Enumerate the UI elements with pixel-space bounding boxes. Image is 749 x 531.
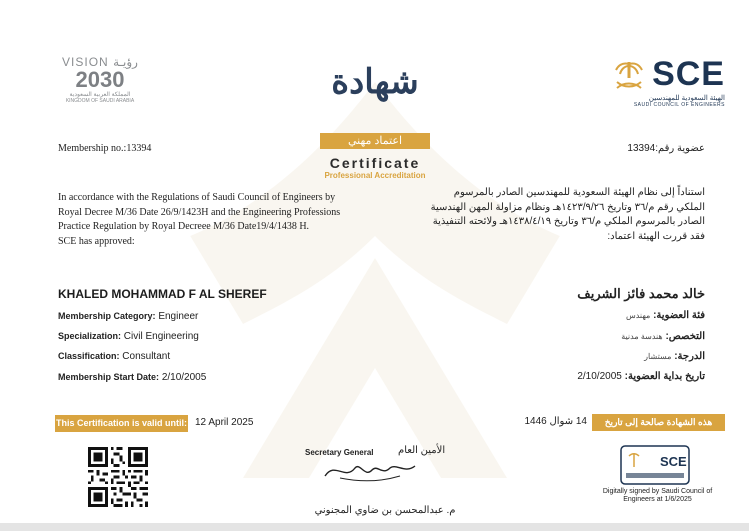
intro-line-en: SCE has approved: (58, 235, 135, 247)
membership-number-ar: عضوية رقم:13394 (627, 143, 705, 154)
sce-ar: الهيئة السعودية للمهندسين (648, 95, 725, 102)
intro-line-en: Practice Regulation by Royal Decreee M/36 Date19/4/1438 H. (58, 221, 310, 232)
sce-en: SAUDI COUNCIL OF ENGINEERS (633, 102, 725, 108)
holder-name-ar: خالد محمد فائز الشريف (577, 286, 705, 301)
qr-code-icon[interactable] (88, 447, 148, 507)
detail-row-ar (621, 331, 705, 342)
detail-row-en (58, 311, 198, 322)
intro-line-ar: فقد قررت الهيئة اعتماد: (607, 230, 705, 242)
detail-label: Membership Start Date: (58, 372, 160, 382)
detail-label: Membership Category: (58, 311, 156, 321)
detail-value: Consultant (122, 351, 171, 362)
detail-value: Civil Engineering (123, 331, 199, 342)
sce-letters: SCE (652, 55, 725, 93)
intro-line-ar: استناداً إلى نظام الهيئة السعودية للمهندسين الصادر بالمرسوم (453, 187, 705, 198)
vision-year: 2030 (75, 67, 125, 92)
detail-value: Engineer (158, 311, 199, 322)
detail-row-en (58, 331, 199, 342)
watermark-emblem (150, 60, 600, 500)
detail-row-ar (577, 371, 705, 382)
secretary-title-ar: الأمين العام (398, 445, 446, 456)
detail-row-ar (626, 310, 705, 321)
intro-line-ar: الصادر بالمرسوم الملكي م/٣٦ وتاريخ ١٤٣٨/٤/١٩هـ ولائحته التنفيذية (432, 216, 705, 227)
title-english-sub: Professional Accreditation (324, 171, 426, 180)
detail-row-en (58, 351, 170, 362)
detail-label: الدرجة: (674, 351, 705, 362)
title-english: Certificate (329, 155, 421, 171)
detail-value: 2/10/2005 (577, 371, 622, 382)
bottom-bar (0, 523, 749, 531)
detail-label: Classification: (58, 351, 120, 361)
validity-date-ar: 14 شوال 1446 (524, 416, 587, 427)
secretary-title-en: Secretary General (305, 448, 374, 457)
intro-line-ar: الملكي رقم م/٣٦ وتاريخ ١٤٢٣/٩/٢٦هـ ونظام مزاولة المهن الهندسية (430, 201, 705, 213)
validity-label-en: This Certification is valid until: (55, 415, 188, 432)
intro-paragraph-ar (375, 186, 705, 244)
detail-value: 2/10/2005 (161, 372, 207, 383)
vision-en: KINGDOM OF SAUDI ARABIA (65, 98, 135, 104)
detail-row-en (58, 372, 206, 383)
membership-number-en: Membership no.:13394 (58, 143, 152, 154)
detail-label: التخصص: (665, 331, 705, 342)
detail-label: فئة العضوية: (653, 310, 705, 321)
secretary-name-ar: م. عبدالمحسن بن ضاوي المجنوني (314, 505, 456, 516)
intro-paragraph-en (58, 191, 378, 249)
title-arabic-sub: اعتماد مهني (320, 133, 430, 149)
validity-date-en: 12 April 2025 (195, 417, 254, 428)
vision-2030-logo (55, 55, 145, 104)
intro-line-en: Royal Decree M/36 Date 26/9/1423H and the Engineering Professions (58, 206, 341, 218)
sce-logo (590, 55, 725, 108)
detail-label: Specialization: (58, 331, 122, 341)
digital-line: Digitally signed by Saudi Council of (602, 488, 713, 495)
detail-row-ar (644, 351, 705, 362)
vision-ar: المملكة العربية السعودية (69, 92, 131, 98)
title-arabic: شهادة (331, 62, 419, 102)
detail-value: مهندس (625, 311, 651, 320)
holder-name-en: KHALED MOHAMMAD F AL SHEREF (58, 287, 267, 301)
sce-seal-stamp (620, 445, 690, 485)
signature-image (320, 456, 420, 486)
intro-line-en: In accordance with the Regulations of Saudi Council of Engineers by (58, 192, 336, 203)
digital-signature-note (595, 488, 720, 504)
detail-value: هندسة مدنية (621, 332, 663, 341)
svg-text:SCE: SCE (660, 454, 687, 469)
digital-line: Engineers at 1/6/2025 (623, 496, 692, 503)
detail-value: مستشار (644, 352, 672, 361)
detail-label: تاريخ بداية العضوية: (624, 371, 705, 382)
validity-label-ar: هذه الشهادة صالحة إلى تاريخ (592, 414, 725, 431)
vision-label: VISION رؤيـة (62, 55, 138, 69)
palm-swords-icon (612, 58, 646, 92)
